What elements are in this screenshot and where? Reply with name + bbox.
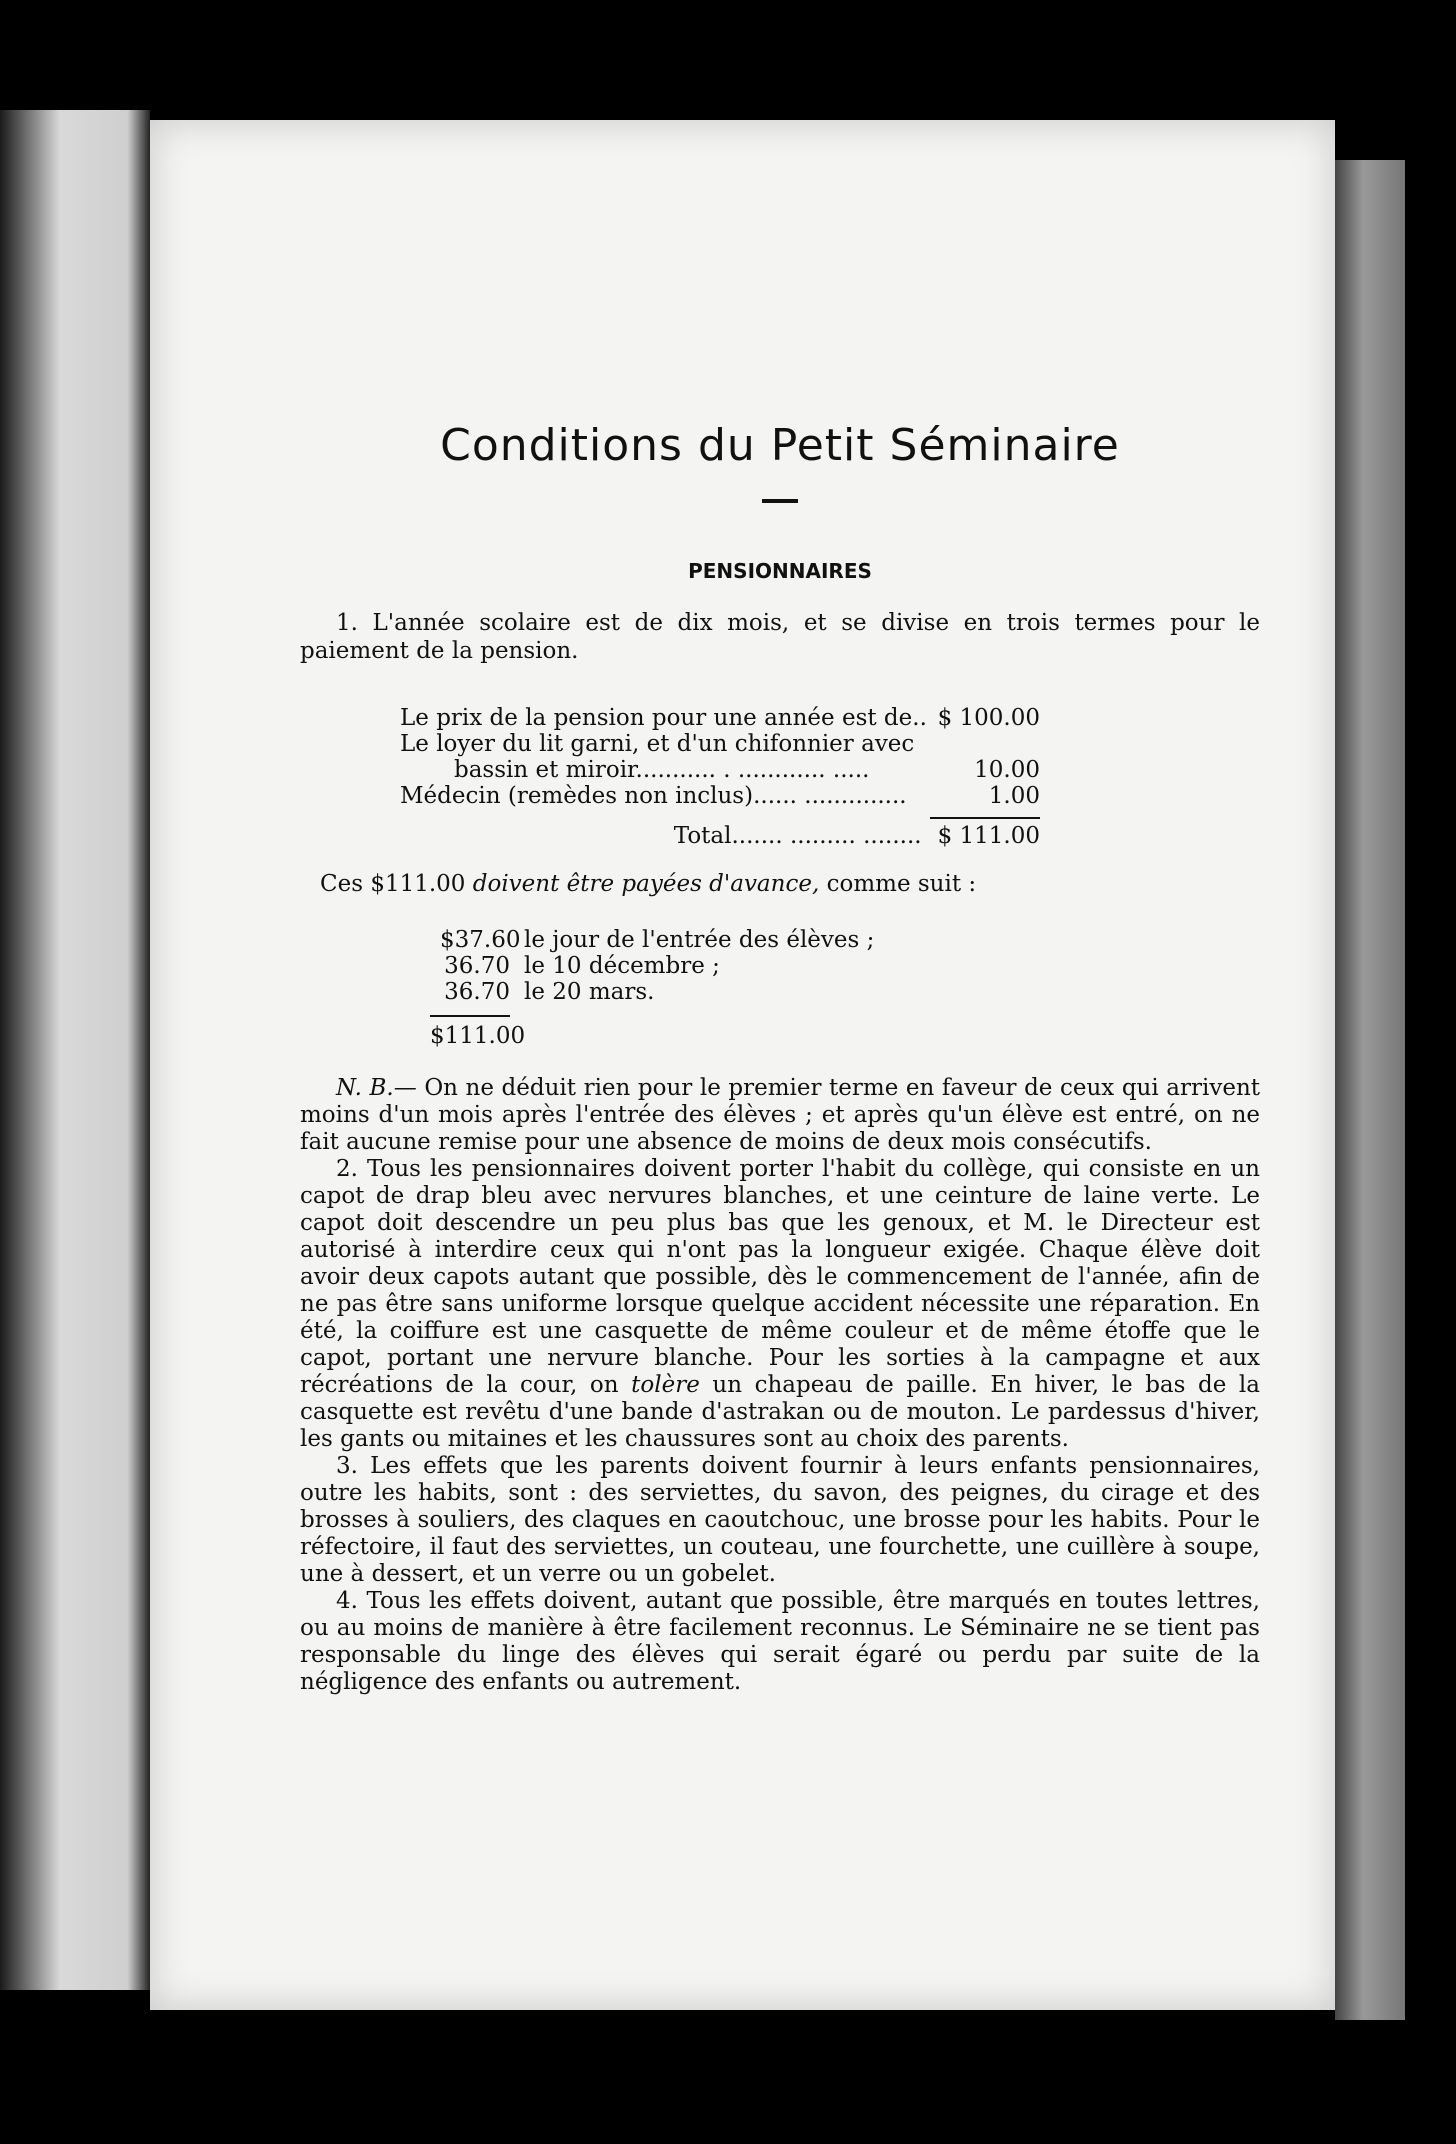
schedule-amount: $37.60 xyxy=(440,927,521,953)
schedule-rule xyxy=(430,1015,510,1017)
payment-intro-prefix: Ces $111.00 xyxy=(320,871,466,897)
schedule-total: $111.00 xyxy=(430,1023,526,1049)
schedule-row xyxy=(440,927,1260,953)
schedule-row xyxy=(440,979,1260,1005)
paragraph-2-part-a: 2. Tous les pensionnaires doivent porter l'habit du collège, qui consiste en un capot de drap bleu avec nervures blanches, et une ceinture de laine verte. Le capot doit descendre un peu plus bas que les genoux, et M. le Directeur est autorisé à interdire ceux qui n'ont pas la longueur exigée. Chaque élève doit avoir deux capots autant que possible, dès le commencement de l'année, afin de ne pas être sans uniforme lorsque quelque accident nécessite une réparation. En été, la coiffure est une casquette de même couleur et de même étoffe que le capot, portant une nervure blanche. Pour les sorties à la campagne et aux récréations de la cour, on xyxy=(300,1156,1260,1398)
page-content xyxy=(300,420,1260,1696)
total-label: Total....... ......... ........ xyxy=(673,823,922,849)
payment-intro-italic: doivent être payées d'avance, xyxy=(472,871,820,897)
paragraph-4: 4. Tous les effets doivent, autant que possible, être marqués en toutes lettres, ou au moins de manière à être facilement reconnus. Le Séminaire ne se tient pas responsable du linge des élèves qui serait égaré ou perdu par suite de la négligence des enfants ou autrement. xyxy=(300,1588,1260,1695)
schedule-amount: 36.70 xyxy=(444,953,510,979)
fee-amount: 1.00 xyxy=(988,783,1040,809)
fee-label: bassin et miroir........... . ............ ..... xyxy=(454,757,870,783)
book-edge-shadow xyxy=(1335,160,1405,2020)
nota-bene-label: N. B.— xyxy=(336,1075,417,1101)
paragraph-1: 1. L'année scolaire est de dix mois, et se divise en trois termes pour le paiement de la pension. xyxy=(300,610,1260,664)
fee-row-basin xyxy=(400,757,1040,783)
fee-label: Médecin (remèdes non inclus)...... .............. xyxy=(400,783,907,809)
nota-bene-paragraph xyxy=(300,1075,1260,1156)
scanned-page xyxy=(150,120,1335,2010)
fee-amount: $ 100.00 xyxy=(937,705,1040,731)
schedule-amount: 36.70 xyxy=(444,979,510,1005)
schedule-text: le 10 décembre ; xyxy=(524,953,720,979)
schedule-text: le jour de l'entrée des élèves ; xyxy=(524,927,875,953)
title-dash-divider xyxy=(762,499,798,503)
page-title: Conditions du Petit Séminaire xyxy=(440,420,1120,471)
fee-total-row xyxy=(400,823,1040,849)
fee-label: Le loyer du lit garni, et d'un chifonnier avec xyxy=(400,731,915,757)
total-amount: $ 111.00 xyxy=(937,823,1040,849)
payment-intro-suffix: comme suit : xyxy=(826,871,977,897)
fee-row-pension xyxy=(400,705,1040,731)
total-rule xyxy=(930,817,1040,819)
payment-intro xyxy=(320,871,1260,897)
fee-amount: 10.00 xyxy=(974,757,1040,783)
fee-row-bed xyxy=(400,731,1040,757)
fee-row-doctor xyxy=(400,783,1040,809)
paragraph-2-italic: tolère xyxy=(631,1372,700,1398)
paragraph-3: 3. Les effets que les parents doivent fournir à leurs enfants pensionnaires, outre les habits, sont : des serviettes, du savon, des peignes, du cirage et des brosses à souliers, des claques en caoutchouc, une brosse pour les habits. Pour le réfectoire, il faut des serviettes, un couteau, une fourchette, une cuillère à soupe, une à dessert, et un verre ou un gobelet. xyxy=(300,1453,1260,1587)
section-heading: PENSIONNAIRES xyxy=(688,559,872,583)
adjacent-page-edge xyxy=(0,110,150,1990)
schedule-text: le 20 mars. xyxy=(524,979,655,1005)
paragraph-2-part-b: un chapeau de paille. En hiver, le bas de la casquette est revêtu d'une bande d'astrakan ou de mouton. Le pardessus d'hiver, les gants ou mitaines et les chaussures sont au choix des parents. xyxy=(300,1372,1260,1452)
fee-table xyxy=(400,705,1040,849)
nota-bene-text: On ne déduit rien pour le premier terme en faveur de ceux qui arrivent moins d'un mois après l'entrée des élèves ; et après qu'un élève est entré, on ne fait aucune remise pour une absence de moins de deux mois consécutifs. xyxy=(300,1075,1260,1155)
schedule-row xyxy=(440,953,1260,979)
paragraph-2 xyxy=(300,1156,1260,1453)
payment-schedule xyxy=(440,927,1260,1005)
body-text xyxy=(300,1075,1260,1696)
fee-label: Le prix de la pension pour une année est de.. xyxy=(400,705,927,731)
